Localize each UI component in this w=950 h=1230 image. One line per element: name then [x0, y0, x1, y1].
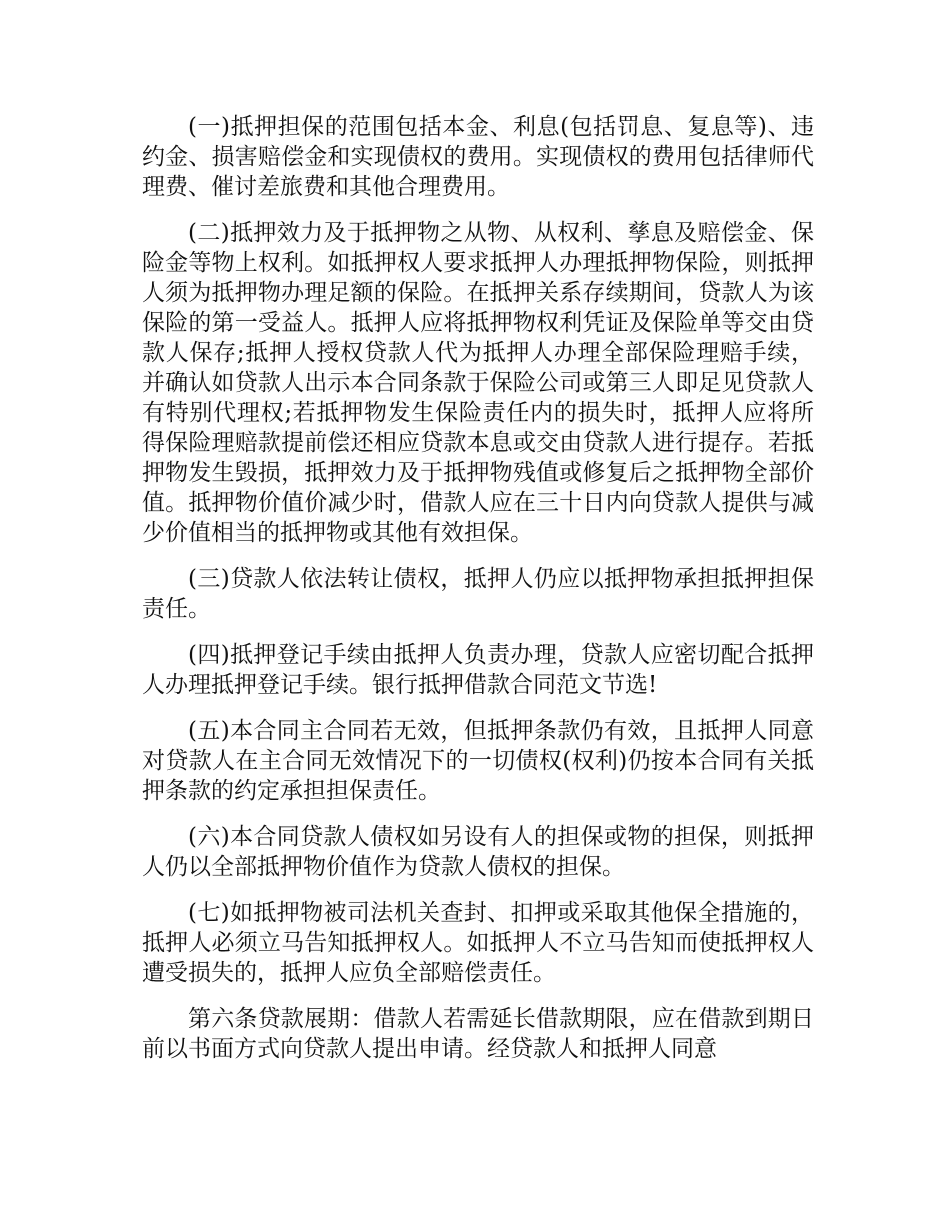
paragraph-clause-5: (五)本合同主合同若无效，但抵押条款仍有效，且抵押人同意对贷款人在主合同无效情况下的一切债权(权利)仍按本合同有关抵押条款的约定承担担保责任。 [142, 718, 814, 804]
document-page [142, 112, 814, 1080]
paragraph-clause-7: (七)如抵押物被司法机关查封、扣押或采取其他保全措施的，抵押人必须立马告知抵押权人。如抵押人不立马告知而使抵押权人遭受损失的，抵押人应负全部赔偿责任。 [142, 900, 814, 986]
paragraph-clause-3: (三)贷款人依法转让债权，抵押人仍应以抵押物承担抵押担保责任。 [142, 566, 814, 622]
paragraph-clause-2: (二)抵押效力及于抵押物之从物、从权利、孳息及赔偿金、保险金等物上权利。如抵押权人要求抵押人办理抵押物保险，则抵押人须为抵押物办理足额的保险。在抵押关系存续期间，贷款人为该保险的第一受益人。抵押人应将抵押物权利凭证及保险单等交由贷款人保存;抵押人授权贷款人代为抵押人办理全部保险理赔手续，并确认如贷款人出示本合同条款于保险公司或第三人即足见贷款人有特别代理权;若抵押物发生保险责任内的损失时，抵押人应将所得保险理赔款提前偿还相应贷款本息或交由贷款人进行提存。若抵押物发生毁损，抵押效力及于抵押物残值或修复后之抵押物全部价值。抵押物价值价减少时，借款人应在三十日内向贷款人提供与减少价值相当的抵押物或其他有效担保。 [142, 220, 814, 546]
paragraph-clause-4: (四)抵押登记手续由抵押人负责办理，贷款人应密切配合抵押人办理抵押登记手续。银行抵押借款合同范文节选! [142, 642, 814, 698]
paragraph-clause-6: (六)本合同贷款人债权如另设有人的担保或物的担保，则抵押人仍以全部抵押物价值作为贷款人债权的担保。 [142, 824, 814, 880]
paragraph-clause-1: (一)抵押担保的范围包括本金、利息(包括罚息、复息等)、违约金、损害赔偿金和实现债权的费用。实现债权的费用包括律师代理费、催讨差旅费和其他合理费用。 [142, 114, 814, 200]
paragraph-article-6: 第六条贷款展期：借款人若需延长借款期限，应在借款到期日前以书面方式向贷款人提出申请。经贷款人和抵押人同意 [142, 1006, 814, 1062]
